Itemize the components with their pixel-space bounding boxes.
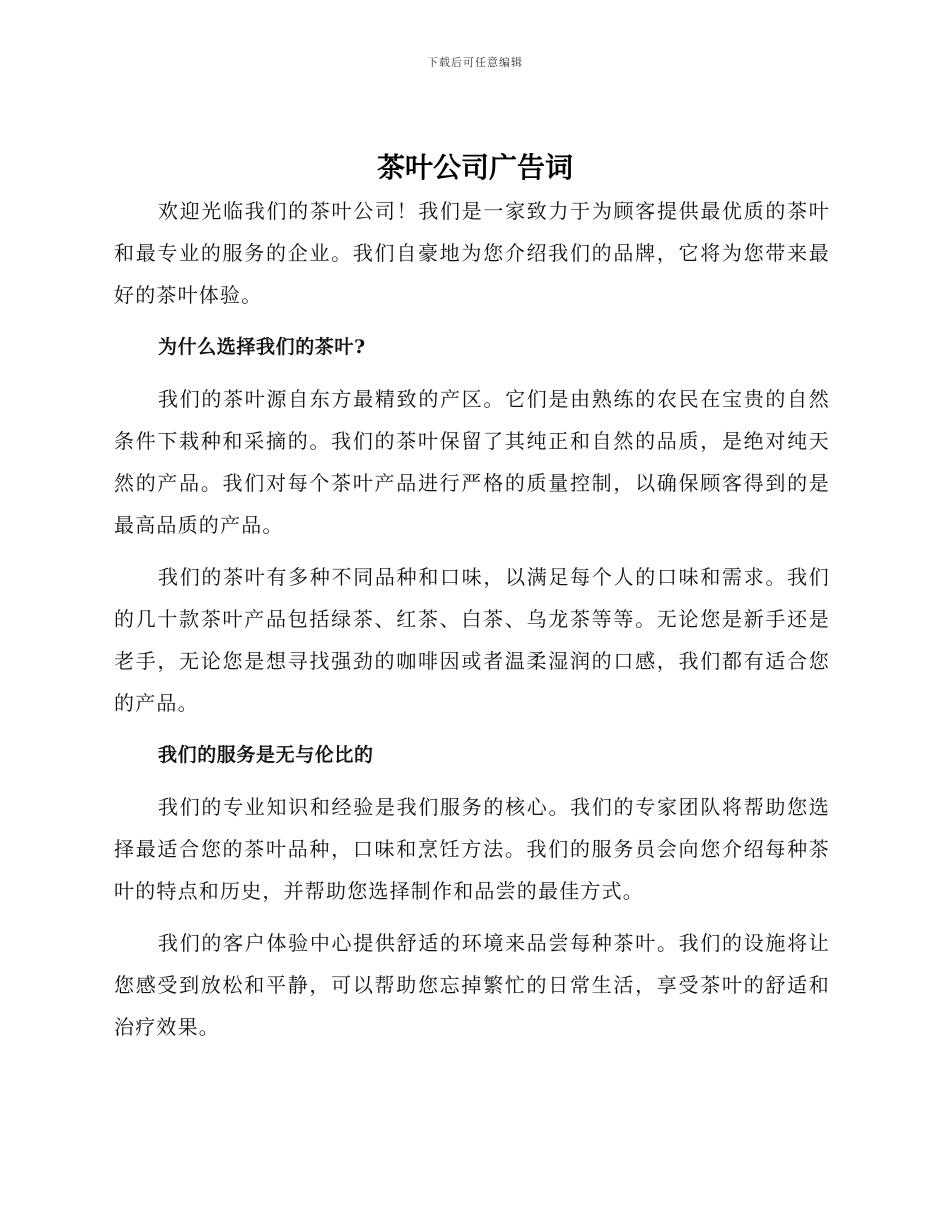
experience-center-paragraph: 我们的客户体验中心提供舒适的环境来品尝每种茶叶。我们的设施将让您感受到放松和平静，可以帮助您忘掉繁忙的日常生活，享受茶叶的舒适和治疗效果。 [114,931,830,1039]
section-heading-why-choose: 为什么选择我们的茶叶? [158,336,366,358]
section-heading-service: 我们的服务是无与伦比的 [158,744,374,766]
quality-paragraph: 我们的茶叶源自东方最精致的产区。它们是由熟练的农民在宝贵的自然条件下栽种和采摘的。我们的茶叶保留了其纯正和自然的品质，是绝对纯天然的产品。我们对每个茶叶产品进行严格的质量控制，以确保顾客得到的是最高品质的产品。 [114,387,830,537]
document-title: 茶叶公司广告词 [376,151,573,184]
document-body [114,190,830,1058]
intro-paragraph: 欢迎光临我们的茶叶公司！我们是一家致力于为顾客提供最优质的茶叶和最专业的服务的企业。我们自豪地为您介绍我们的品牌，它将为您带来最好的茶叶体验。 [114,199,830,307]
page-header-note: 下载后可任意编辑 [427,56,523,69]
expertise-paragraph: 我们的专业知识和经验是我们服务的核心。我们的专家团队将帮助您选择最适合您的茶叶品种，口味和烹饪方法。我们的服务员会向您介绍每种茶叶的特点和历史，并帮助您选择制作和品尝的最佳方式。 [114,795,830,903]
variety-paragraph: 我们的茶叶有多种不同品种和口味，以满足每个人的口味和需求。我们的几十款茶叶产品包括绿茶、红茶、白茶、乌龙茶等等。无论您是新手还是老手，无论您是想寻找强劲的咖啡因或者温柔湿润的口感，我们都有适合您的产品。 [114,565,830,715]
